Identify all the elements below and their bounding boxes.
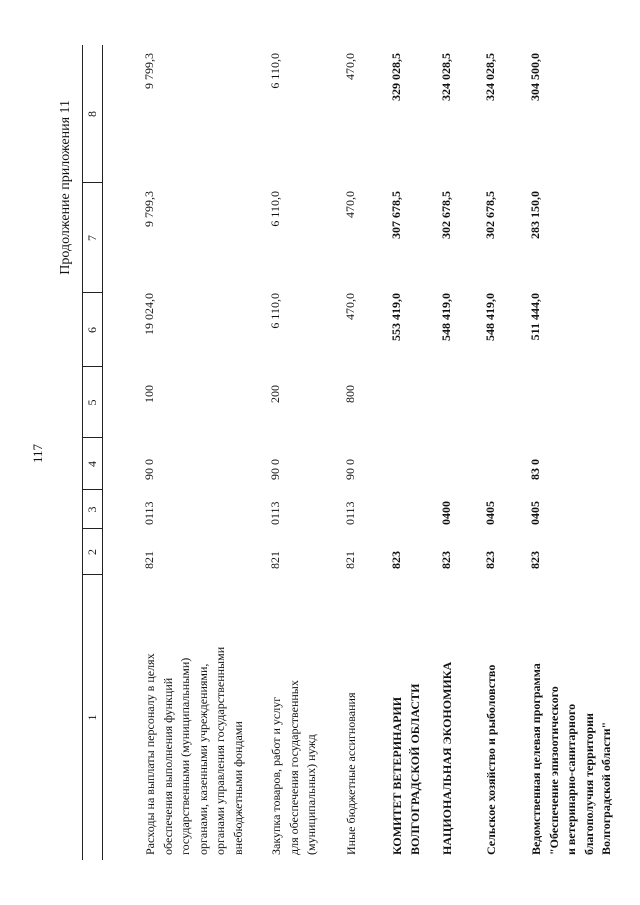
cell-code: 823 — [439, 551, 453, 569]
cell-code: 823 — [483, 551, 497, 569]
cell-amount-6: 548 419,0 — [439, 293, 453, 341]
cell-section: 0113 — [343, 501, 357, 525]
page-subtitle: Продолжение приложения 11 — [58, 100, 73, 275]
column-header-3: 3 — [85, 506, 99, 513]
cell-expense-type: 200 — [268, 385, 282, 403]
cell-code: 821 — [343, 551, 357, 569]
cell-section: 0113 — [268, 501, 282, 525]
cell-section: 0400 — [439, 501, 453, 525]
column-header-2: 2 — [85, 549, 99, 555]
cell-amount-6: 511 444,0 — [528, 293, 542, 341]
cell-section: 0405 — [528, 501, 542, 525]
row-description: НАЦИОНАЛЬНАЯ ЭКОНОМИКА — [440, 661, 454, 855]
cell-code: 821 — [142, 551, 156, 569]
cell-amount-7: 302 678,5 — [483, 191, 497, 239]
cell-amount-8: 304 500,0 — [528, 53, 542, 101]
cell-program: 83 0 — [528, 459, 542, 480]
cell-code: 823 — [528, 551, 542, 569]
cell-amount-6: 6 110,0 — [268, 293, 282, 329]
column-header-1: 1 — [85, 714, 99, 721]
column-header-8: 8 — [85, 111, 99, 117]
cell-amount-7: 9 799,3 — [142, 191, 156, 227]
cell-program: 90 0 — [268, 459, 282, 480]
cell-amount-6: 19 024,0 — [142, 293, 156, 335]
cell-program: 90 0 — [343, 459, 357, 480]
cell-amount-8: 324 028,5 — [483, 53, 497, 101]
column-header-4: 4 — [85, 461, 99, 467]
row-description: КОМИТЕТ ВЕТЕРИНАРИИ ВОЛГОГРАДСКОЙ ОБЛАСТИ — [390, 683, 422, 855]
cell-program: 90 0 — [142, 459, 156, 480]
row-description: Расходы на выплаты персоналу в целях обеспечения выполнения функций государственными (муниципальными) органами, казенными учреждениями, органами управления государственными внебюджетными фондами — [143, 646, 245, 855]
cell-amount-6: 470,0 — [343, 293, 357, 320]
cell-section: 0405 — [483, 501, 497, 525]
cell-amount-8: 9 799,3 — [142, 53, 156, 89]
cell-expense-type: 800 — [343, 385, 357, 403]
cell-amount-8: 6 110,0 — [268, 53, 282, 89]
cell-section: 0113 — [142, 501, 156, 525]
cell-amount-7: 470,0 — [343, 191, 357, 218]
table-header-rule — [102, 45, 103, 860]
cell-amount-6: 553 419,0 — [389, 293, 403, 341]
cell-amount-8: 470,0 — [343, 53, 357, 80]
row-description: Ведомственная целевая программа "Обеспечение эпизоотического и ветеринарно-санитарного благополучия территории Волгоградской области" — [529, 663, 613, 855]
cell-amount-8: 324 028,5 — [439, 53, 453, 101]
row-description: Иные бюджетные ассигнования — [344, 692, 358, 855]
cell-amount-8: 329 028,5 — [389, 53, 403, 101]
page-number: 117 — [30, 443, 45, 463]
table-top-rule — [82, 45, 83, 860]
row-description: Сельское хозяйство и рыболовство — [484, 664, 498, 855]
row-description: Закупка товаров, работ и услуг для обеспечения государственных (муниципальных) нужд — [269, 680, 318, 855]
cell-amount-6: 548 419,0 — [483, 293, 497, 341]
cell-amount-7: 302 678,5 — [439, 191, 453, 239]
cell-expense-type: 100 — [142, 385, 156, 403]
column-header-6: 6 — [85, 327, 99, 333]
column-header-5: 5 — [85, 399, 99, 406]
cell-amount-7: 283 150,0 — [528, 191, 542, 239]
cell-amount-7: 307 678,5 — [389, 191, 403, 239]
column-header-7: 7 — [85, 235, 99, 241]
cell-amount-7: 6 110,0 — [268, 191, 282, 227]
cell-code: 821 — [268, 551, 282, 569]
cell-code: 823 — [389, 551, 403, 569]
